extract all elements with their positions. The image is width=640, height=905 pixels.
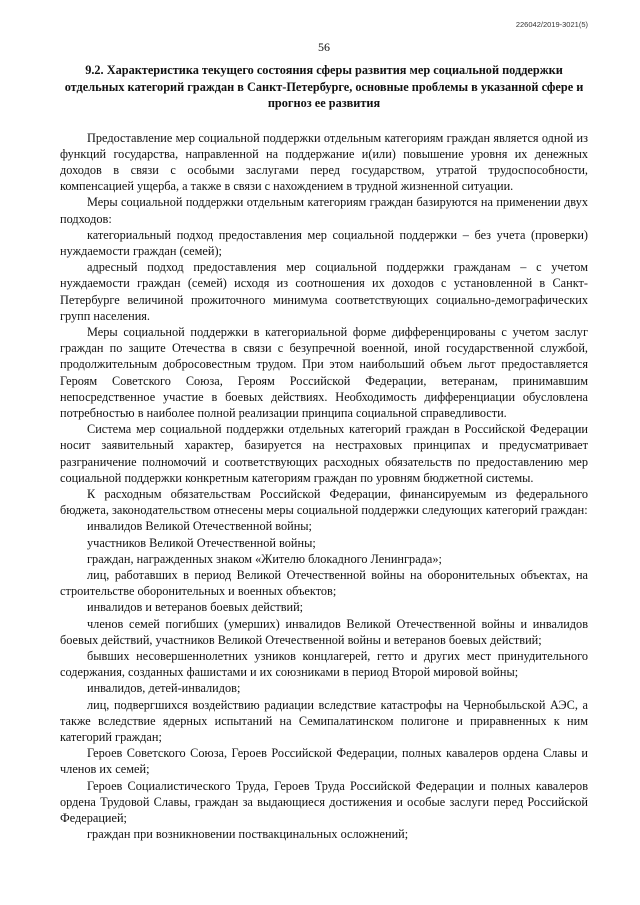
list-item: лиц, работавших в период Великой Отечественной войны на оборонительных объектах, на строительстве оборонительных и военных объектов; [60, 567, 588, 599]
document-id: 226042/2019-3021(5) [515, 20, 588, 29]
paragraph: Предоставление мер социальной поддержки отдельным категориям граждан является одной из функций государства, направленной на поддержание и(или) повышение уровня их денежных доходов в связи с особыми заслугами перед государством, утратой трудоспособности, компенсацией ущерба, а также в связи с нахождением в трудной жизненной ситуации. [60, 130, 588, 194]
paragraph: категориальный подход предоставления мер социальной поддержки – без учета (проверки) нуждаемости граждан (семей); [60, 227, 588, 258]
body-text [60, 130, 588, 843]
page-number: 56 [318, 40, 330, 54]
paragraph: Меры социальной поддержки в категориальной форме дифференцированы с учетом заслуг граждан по защите Отечества в связи с безупречной военной, иной государственной службой, продолжительным добросовестным трудом. При этом наибольший объем льгот предоставляется Героям Советского Союза, Героям Российской Федерации, ветеранам, принимавшим непосредственное участие в боевых действиях. Необходимость дифференциации обусловлена потребностью в наиболее полной реализации принципа социальной справедливости. [60, 324, 588, 420]
list-item: лиц, подвергшихся воздействию радиации вследствие катастрофы на Чернобыльской АЭС, а также вследствие ядерных испытаний на Семипалатинском полигоне и приравненных к ним категорий граждан; [60, 697, 588, 745]
list-item: граждан при возникновении поствакцинальных осложнений; [87, 827, 409, 842]
list-item: бывших несовершеннолетних узников концлагерей, гетто и других мест принудительного содержания, созданных фашистами и их союзниками в период Второй мировой войны; [60, 649, 588, 680]
paragraph: Меры социальной поддержки отдельным категориям граждан базируются на применении двух подходов: [60, 195, 588, 226]
list-item: граждан, награжденных знаком «Жителю блокадного Ленинграда»; [87, 551, 442, 566]
paragraph: Система мер социальной поддержки отдельных категорий граждан в Российской Федерации носит заявительный характер, базируется на нестраховых принципах и предусматривает разграничение полномочий и соответствующих расходных обязательств по предоставлению мер социальной поддержки конкретным категориям граждан по уровням бюджетной системы. [60, 422, 588, 485]
paragraph: адресный подход предоставления мер социальной поддержки гражданам – с учетом нуждаемости граждан (семей) исходя из соотношения их доходов с установленной в Санкт-Петербурге величиной прожиточного минимума соответствующих социально-демографических групп населения. [60, 260, 588, 323]
section-heading: 9.2. Характеристика текущего состояния сферы развития мер социальной поддержки отдельных категорий граждан в Санкт-Петербурге, основные проблемы в указанной сфере и прогноз ее развития [64, 63, 584, 110]
list-item: Героев Советского Союза, Героев Российской Федерации, полных кавалеров ордена Славы и членов их семей; [60, 746, 588, 777]
paragraph: К расходным обязательствам Российской Федерации, финансируемым из федерального бюджета, законодательством отнесены меры социальной поддержки следующих категорий граждан: [60, 486, 588, 518]
list-item: Героев Социалистического Труда, Героев Труда Российской Федерации и полных кавалеров ордена Трудовой Славы, граждан за выдающиеся достижения и особые заслуги перед Российской Федерацией; [60, 778, 588, 826]
list-item: инвалидов Великой Отечественной войны; [87, 519, 312, 534]
list-item: членов семей погибших (умерших) инвалидов Великой Отечественной войны и инвалидов боевых действий, участников Великой Отечественной войны и ветеранов боевых действий; [60, 616, 588, 647]
list-item: участников Великой Отечественной войны; [87, 535, 316, 550]
list-item: инвалидов, детей-инвалидов; [87, 681, 241, 696]
list-item: инвалидов и ветеранов боевых действий; [87, 600, 304, 615]
